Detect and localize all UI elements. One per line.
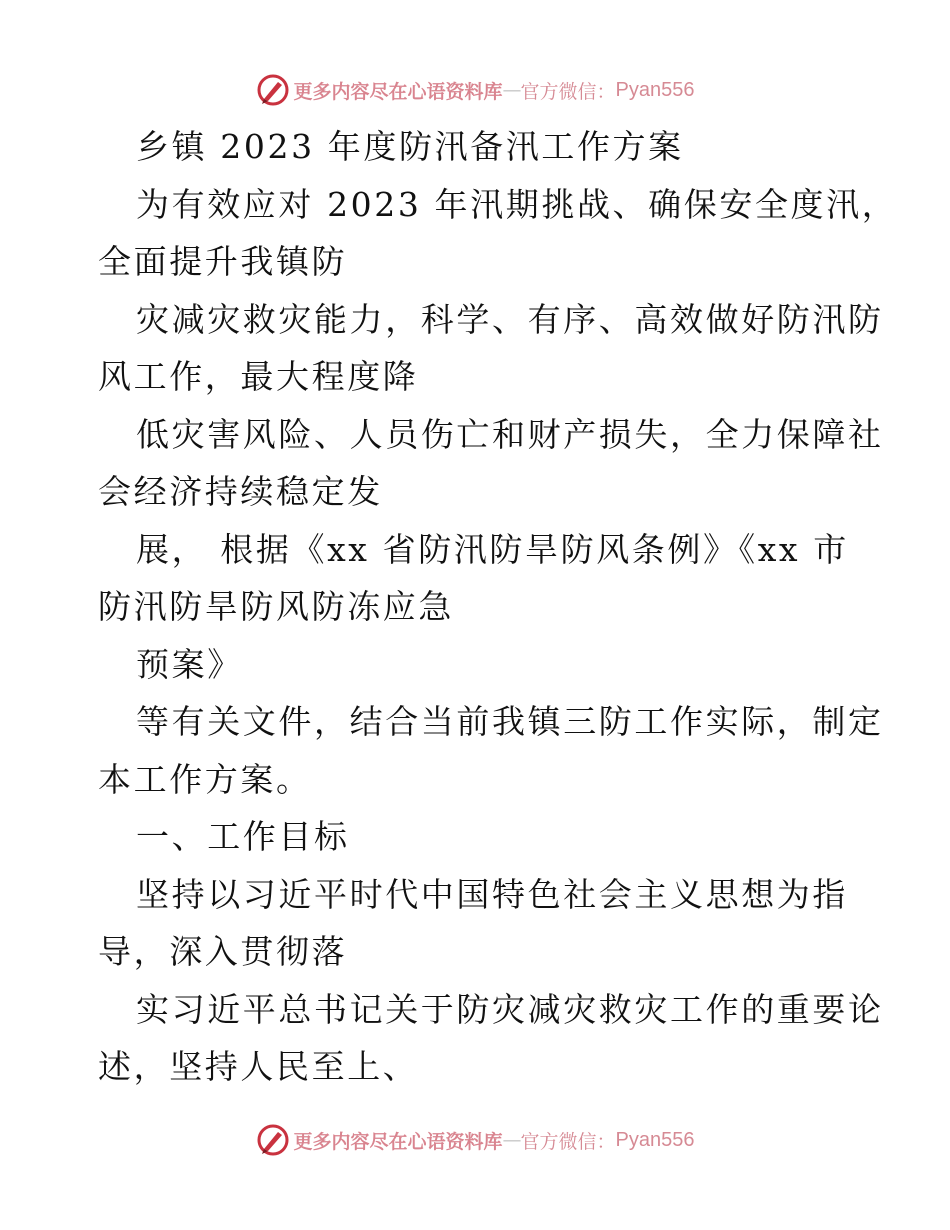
text-line: 会经济持续稳定发 <box>98 472 383 511</box>
watermark-text: 更多内容尽在心语资料库 <box>293 1130 503 1153</box>
text-line: 灾减灾救灾能力，科学、有序、高效做好防汛防 <box>136 299 884 339</box>
watermark-wechat-id: Pyan556 <box>615 1128 695 1151</box>
pen-logo-icon <box>256 1123 290 1157</box>
text-line: 乡镇 2023 年度防汛备汛工作方案 <box>136 127 684 166</box>
text-line: 实习近平总书记关于防灾减灾救灾工作的重要论 <box>136 989 884 1029</box>
watermark-text: 更多内容尽在心语资料库 <box>293 80 503 103</box>
text-line: 坚持以习近平时代中国特色社会主义思想为指 <box>136 874 848 914</box>
text-line: 本工作方案。 <box>98 759 312 799</box>
text-line: 防汛防旱防风防冻应急 <box>98 587 454 626</box>
document-body <box>98 118 898 1096</box>
watermark-wechat-id: Pyan556 <box>615 78 695 101</box>
watermark-banner-bottom <box>0 1120 950 1160</box>
text-line: 风工作，最大程度降 <box>98 357 419 396</box>
text-line: 导，深入贯彻落 <box>98 932 348 971</box>
text-line: 述，坚持人民至上、 <box>98 1047 419 1086</box>
watermark-wechat-label: 官方微信： <box>520 1130 616 1153</box>
text-line: 预案》 <box>136 644 243 684</box>
text-line: 等有关文件，结合当前我镇三防工作实际，制定 <box>136 702 884 741</box>
text-line: 全面提升我镇防 <box>98 242 348 281</box>
text-line: 低灾害风险、人员伤亡和财产损失，全力保障社 <box>136 414 884 454</box>
pen-logo-icon <box>256 73 290 107</box>
text-line: 展， 根据《xx 省防汛防旱防风条例》《xx 市 <box>136 529 849 569</box>
text-line: 为有效应对 2023 年汛期挑战、确保安全度汛， <box>136 184 898 224</box>
watermark-banner-top <box>0 70 950 110</box>
watermark-separator: — <box>502 79 521 101</box>
watermark-wechat-label: 官方微信： <box>520 80 616 103</box>
text-line: 一、工作目标 <box>136 817 350 856</box>
watermark-separator: — <box>502 1129 521 1151</box>
